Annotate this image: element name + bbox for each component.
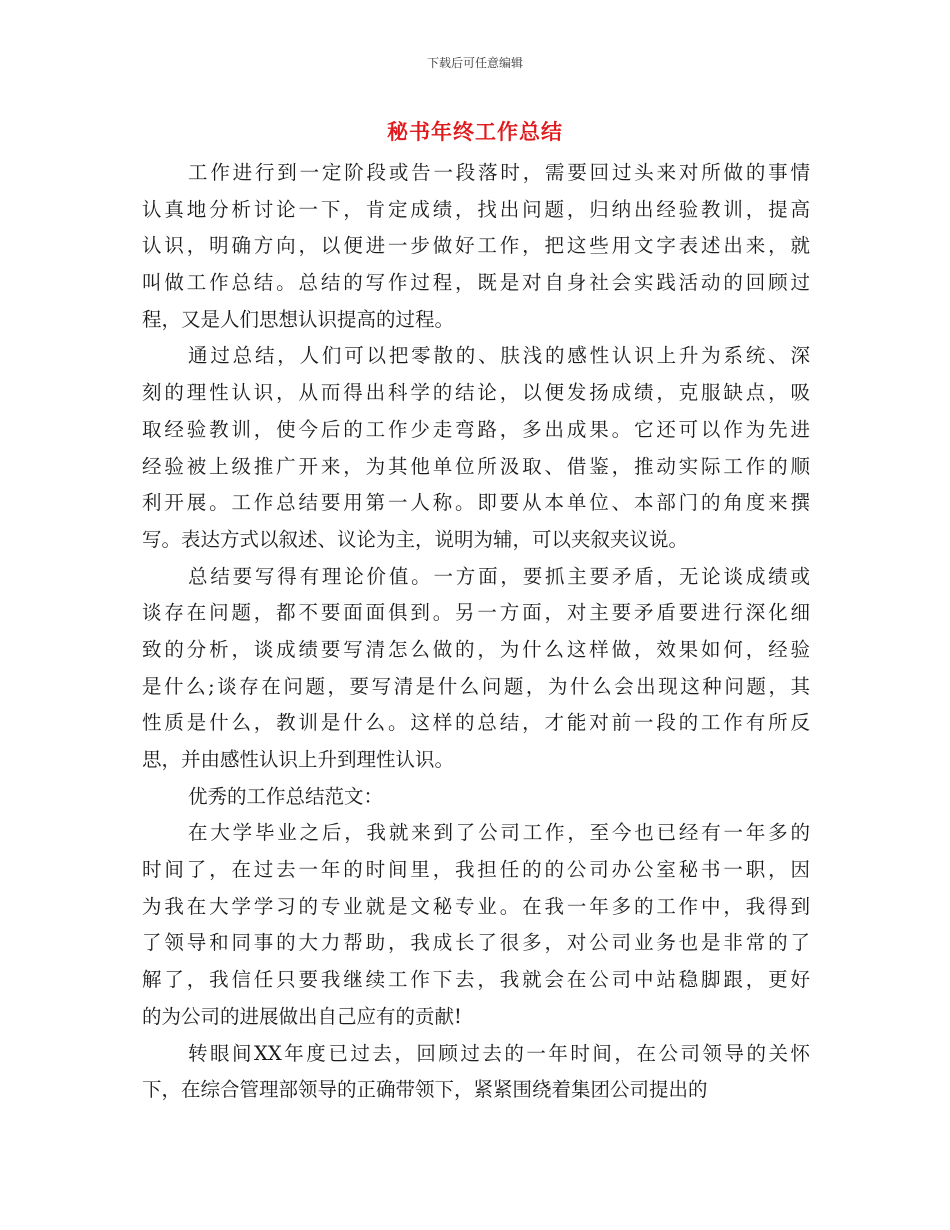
text-line: 的为公司的进展做出自己应有的贡献! (142, 1004, 462, 1028)
text-line: 下，在综合管理部领导的正确带领下，紧紧围绕着集团公司提出的 (142, 1078, 708, 1102)
text-line: 通过总结，人们可以把零散的、肤浅的感性认识上升为系统、深 (188, 344, 810, 368)
text-line: 在大学毕业之后，我就来到了公司工作，至今也已经有一年多的 (188, 821, 810, 845)
text-line: 写。表达方式以叙述、议论为主，说明为辅，可以夹叙夹议说。 (142, 527, 689, 551)
text-line: 是什么;谈存在问题，要写清是什么问题，为什么会出现这种问题，其 (142, 674, 810, 698)
text-line: 优秀的工作总结范文： (188, 784, 384, 808)
text-line: 工作进行到一定阶段或告一段落时，需要回过头来对所做的事情 (188, 161, 810, 184)
text-line: 叫做工作总结。总结的写作过程，既是对自身社会实践活动的回顾过 (142, 271, 810, 295)
text-line: 谈存在问题，都不要面面俱到。另一方面，对主要矛盾要进行深化细 (142, 601, 810, 625)
text-line: 思，并由感性认识上升到理性认识。 (142, 748, 455, 771)
page-header: 下载后可任意编辑 (426, 56, 523, 70)
text-line: 认识，明确方向，以便进一步做好工作，把这些用文字表述出来，就 (142, 234, 810, 258)
text-line: 了领导和同事的大力帮助，我成长了很多，对公司业务也是非常的了 (142, 931, 810, 955)
text-line: 取经验教训，使今后的工作少走弯路，多出成果。它还可以作为先进 (142, 417, 810, 441)
text-line: 时间了，在过去一年的时间里，我担任的的公司办公室秘书一职，因 (142, 858, 810, 882)
text-line: 经验被上级推广开来，为其他单位所汲取、借鉴，推动实际工作的顺 (142, 454, 810, 478)
text-line: 利开展。工作总结要用第一人称。即要从本单位、本部门的角度来撰 (142, 491, 810, 515)
text-line: 认真地分析讨论一下，肯定成绩，找出问题，归纳出经验教训，提高 (142, 197, 810, 221)
text-line: 为我在大学学习的专业就是文秘专业。在我一年多的工作中，我得到 (142, 894, 810, 918)
text-line: 总结要写得有理论价值。一方面，要抓主要矛盾，无论谈成绩或 (188, 564, 810, 588)
text-line: 性质是什么，教训是什么。这样的总结，才能对前一段的工作有所反 (142, 711, 810, 735)
text-line: 程，又是人们思想认识提高的过程。 (142, 307, 455, 331)
text-line: 刻的理性认识，从而得出科学的结论，以便发扬成绩，克服缺点，吸 (142, 381, 810, 405)
document-title: 秘书年终工作总结 (387, 120, 563, 144)
document-body (142, 155, 810, 1109)
text-line: 解了，我信任只要我继续工作下去，我就会在公司中站稳脚跟，更好 (142, 968, 810, 992)
text-line: 致的分析，谈成绩要写清怎么做的，为什么这样做，效果如何，经验 (142, 637, 810, 661)
text-line: 转眼间XX年度已过去，回顾过去的一年时间，在公司领导的关怀 (188, 1041, 810, 1065)
